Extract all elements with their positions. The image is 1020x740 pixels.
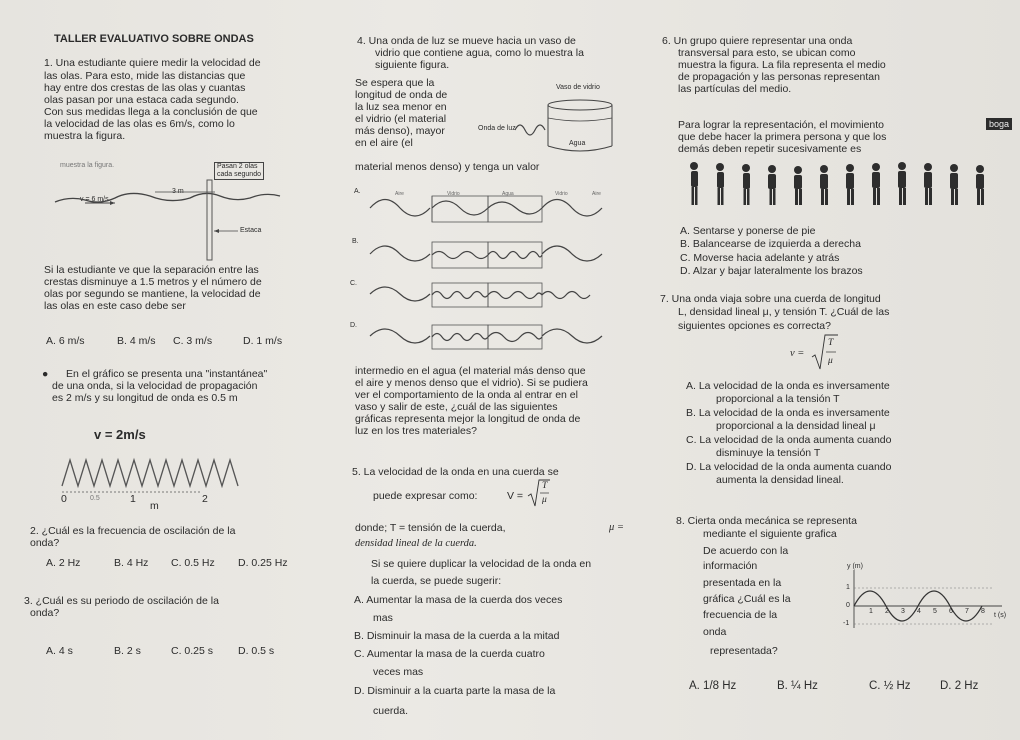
q5-line: donde; T = tensión de la cuerda, — [355, 522, 506, 534]
q4-after-line: el aire y menos denso que el vidrio). Si se pudiera — [355, 377, 588, 389]
q7-option-a-cont: proporcional a la tensión T — [716, 393, 840, 405]
q4-after-line: gráficas representa mejor la longitud de onda de — [355, 413, 581, 425]
q1-fig-distance: 3 m — [172, 188, 184, 195]
q5-mu: μ = — [609, 522, 624, 533]
q4-side-line: longitud de onda de — [355, 89, 448, 101]
q7-formula-v: v = — [790, 348, 805, 359]
q1-line: hay entre dos crestas de las olas y cuantas — [44, 82, 246, 94]
q6-line: de propagación y las personas representan — [678, 71, 880, 83]
q8-option-d[interactable]: D. 2 Hz — [940, 680, 979, 692]
q4-side-line: más denso), mayor — [355, 125, 445, 137]
q5-formula-den: μ — [542, 495, 547, 505]
q8-line: gráfica ¿Cuál es la — [703, 593, 791, 605]
q3-option-b[interactable]: B. 2 s — [114, 645, 141, 657]
q8-graph-tick: 2 — [885, 608, 889, 615]
q8-graph-tick: 1 — [869, 608, 873, 615]
q4-option-panels — [360, 186, 640, 356]
q4-fig-water-label: Agua — [569, 140, 586, 147]
graph-velocity-label: v = 2m/s — [94, 427, 146, 442]
q6-line: muestra la figura. La fila representa el medio — [678, 59, 886, 71]
q8-graph-y0: 0 — [846, 602, 850, 609]
q7-line: L, densidad lineal μ, y tensión T. ¿Cuál de las — [678, 306, 890, 318]
q8-line: representada? — [710, 645, 778, 657]
q4-fig-glass-label: Vaso de vidrio — [556, 84, 600, 91]
q1-fig-caption: muestra la figura. — [60, 162, 115, 169]
q4-option-a[interactable]: A. — [354, 188, 361, 195]
q7-sqrt-symbol — [812, 333, 838, 373]
q3-option-c[interactable]: C. 0.25 s — [171, 645, 214, 657]
q2-option-b[interactable]: B. 4 Hz — [114, 557, 149, 569]
q6-people-row-figure — [682, 160, 1002, 220]
q2-option-a[interactable]: A. 2 Hz — [46, 557, 81, 569]
q8-line: mediante el siguiente grafica — [703, 528, 837, 540]
q1-line: Con sus medidas llega a la conclusión de que — [44, 106, 258, 118]
q4-option-d[interactable]: D. — [350, 322, 357, 329]
q4-option-b[interactable]: B. — [352, 238, 359, 245]
bullet-icon: ● — [42, 368, 49, 380]
q3-line: onda? — [30, 607, 60, 619]
q2-option-d[interactable]: D. 0.25 Hz — [238, 557, 288, 569]
q1-followup-line: olas por segundo se mantiene, la velocidad de — [44, 288, 261, 300]
q4-side-line: en el aire (el — [355, 137, 413, 149]
wave-snapshot-graph — [62, 448, 252, 498]
q8-option-c[interactable]: C. ½ Hz — [869, 680, 911, 692]
q5-option-a[interactable]: A. Aumentar la masa de la cuerda dos veces — [354, 594, 563, 606]
q8-graph-tick: 5 — [933, 608, 937, 615]
q8-graph-tick: 8 — [981, 608, 985, 615]
q4-panel-label: Vidrio — [447, 191, 460, 197]
q4-after-line: luz en los tres materiales? — [355, 425, 477, 437]
q4-panel-label: Vidrio — [555, 191, 568, 197]
q5-line: Si se quiere duplicar la velocidad de la onda en — [371, 558, 592, 570]
q1-line: la velocidad de las olas es 6m/s, como lo — [44, 118, 235, 130]
q8-graph-ym1: -1 — [843, 620, 850, 627]
q1-line: olas pasan por una estaca cada segundo. — [44, 94, 239, 106]
q5-line: 5. La velocidad de la onda en una cuerda se — [352, 466, 559, 478]
q4-line: 4. Una onda de luz se mueve hacia un vaso de — [357, 35, 576, 47]
q6-option-b[interactable]: B. Balancearse de izquierda a derecha — [680, 238, 861, 250]
worksheet-title: TALLER EVALUATIVO SOBRE ONDAS — [54, 33, 254, 45]
q1-option-c[interactable]: C. 3 m/s — [173, 335, 213, 347]
q4-side-line: el vidrio (el material — [355, 113, 447, 125]
q8-line: información — [703, 560, 758, 572]
q2-line: onda? — [30, 537, 60, 549]
q2-line: 2. ¿Cuál es la frecuencia de oscilación de la — [30, 525, 236, 537]
q5-line: densidad lineal de la cuerda. — [355, 538, 477, 549]
q8-line: De acuerdo con la — [703, 545, 789, 557]
graph-axis-half: 0.5 — [90, 495, 100, 502]
q8-option-a[interactable]: A. 1/8 Hz — [689, 680, 737, 692]
q4-panel-label: Aire — [592, 191, 601, 197]
q5-option-d-cont: cuerda. — [373, 705, 409, 717]
q4-line: siguiente figura. — [375, 59, 450, 71]
q1-followup-line: crestas disminuye a 1.5 metros y el número de — [44, 276, 262, 288]
q1-fig-velocity: v = 6 m/s — [80, 196, 109, 203]
q1-line: 1. Una estudiante quiere medir la velocidad de — [44, 57, 261, 69]
q5-line: puede expresar como: — [373, 490, 478, 502]
graph-intro-line: de una onda, si la velocidad de propagación — [52, 380, 258, 392]
q4-side-line: Se espera que la — [355, 77, 435, 89]
q6-line: 6. Un grupo quiere representar una onda — [662, 35, 853, 47]
q1-option-b[interactable]: B. 4 m/s — [117, 335, 156, 347]
q7-line: siguientes opciones es correcta? — [678, 320, 831, 332]
q4-glass-figure — [510, 94, 650, 156]
q5-option-c[interactable]: C. Aumentar la masa de la cuerda cuatro — [354, 648, 545, 660]
q1-line: muestra la figura. — [44, 130, 126, 142]
q8-graph-tick: 7 — [965, 608, 969, 615]
q8-line: 8. Cierta onda mecánica se representa — [676, 515, 857, 527]
graph-intro-line: En el gráfico se presenta una "instantánea" — [66, 368, 268, 380]
q1-line: las olas. Para esto, mide las distancias que — [44, 70, 246, 82]
q1-fig-label-line: Pasan 2 olas — [217, 163, 258, 170]
q4-panel-label: Aire — [395, 191, 404, 197]
q3-option-a[interactable]: A. 4 s — [46, 645, 73, 657]
q6-line: las partículas del medio. — [678, 83, 792, 95]
q6-line: transversal para esto, se ubican como — [678, 47, 856, 59]
q4-after-line: intermedio en el agua (el material más denso que — [355, 365, 586, 377]
q4-side-line: material menos denso) y tenga un valor — [355, 161, 540, 173]
q4-after-line: vaso y salir de este, ¿cuál de las siguientes — [355, 401, 558, 413]
q6-line: Para lograr la representación, el movimiento — [678, 119, 885, 131]
q7-option-a[interactable]: A. La velocidad de la onda es inversamente — [686, 380, 890, 392]
q7-line: 7. Una onda viaja sobre una cuerda de longitud — [660, 293, 881, 305]
q8-graph-tick: 6 — [949, 608, 953, 615]
q3-line: 3. ¿Cuál es su periodo de oscilación de la — [24, 595, 219, 607]
q8-graph-y1: 1 — [846, 584, 850, 591]
q3-option-d[interactable]: D. 0.5 s — [238, 645, 275, 657]
q5-formula-num: T — [542, 481, 548, 491]
q8-option-b[interactable]: B. ¼ Hz — [777, 680, 818, 692]
q6-line: que debe hacer la primera persona y que los — [678, 131, 887, 143]
q5-option-b[interactable]: B. Disminuir la masa de la cuerda a la mitad — [354, 630, 560, 642]
q8-line: onda — [703, 626, 727, 638]
q5-option-a-cont: mas — [373, 612, 393, 624]
q7-formula-num: T — [828, 338, 834, 348]
q1-option-d[interactable]: D. 1 m/s — [243, 335, 283, 347]
q5-formula-v: V = — [507, 490, 524, 502]
q7-option-b-cont: proporcional a la densidad lineal μ — [716, 420, 876, 432]
graph-axis-2: 2 — [202, 493, 208, 505]
q4-after-line: ver el comportamiento de la onda al entrar en el — [355, 389, 578, 401]
q1-followup-line: las olas en este caso debe ser — [44, 300, 186, 312]
q1-fig-label-line: cada segundo — [217, 171, 261, 178]
graph-axis-0: 0 — [61, 493, 67, 505]
q7-option-c-cont: disminuye la tensión T — [716, 447, 821, 459]
graph-axis-unit: m — [150, 500, 159, 512]
q8-graph-ylabel: y (m) — [847, 563, 863, 570]
q8-line: frecuencia de la — [703, 609, 778, 621]
q1-followup-line: Si la estudiante ve que la separación entre las — [44, 264, 259, 276]
q8-line: presentada en la — [703, 577, 782, 589]
q1-wave-figure — [50, 176, 300, 261]
q6-option-d[interactable]: D. Alzar y bajar lateralmente los brazos — [680, 265, 863, 277]
q1-fig-stake-label: Estaca — [240, 227, 262, 234]
q5-option-d[interactable]: D. Disminuir a la cuarta parte la masa de la — [354, 685, 556, 697]
q5-line: la cuerda, se puede sugerir: — [371, 575, 502, 587]
q6-option-a[interactable]: A. Sentarse y ponerse de pie — [680, 225, 816, 237]
q8-graph-tick: 3 — [901, 608, 905, 615]
q4-line: vidrio que contiene agua, como lo muestra la — [375, 47, 584, 59]
q7-option-c[interactable]: C. La velocidad de la onda aumenta cuando — [686, 434, 892, 446]
q4-side-line: la luz sea menor en — [355, 101, 447, 113]
q2-option-c[interactable]: C. 0.5 Hz — [171, 557, 215, 569]
q4-option-c[interactable]: C. — [350, 280, 357, 287]
q8-graph-tick: 4 — [917, 608, 921, 615]
graph-axis-1: 1 — [130, 493, 136, 505]
q7-option-b[interactable]: B. La velocidad de la onda es inversamente — [686, 407, 890, 419]
q7-formula-den: μ — [828, 356, 833, 366]
q5-option-c-cont: veces mas — [373, 666, 424, 678]
q8-wave-graph — [852, 568, 1012, 630]
graph-intro-line: es 2 m/s y su longitud de onda es 0.5 m — [52, 392, 238, 404]
q6-option-c[interactable]: C. Moverse hacia adelante y atrás — [680, 252, 840, 264]
q4-fig-light-label: Onda de luz — [478, 125, 516, 132]
corner-fragment: boga — [986, 118, 1012, 130]
q8-graph-xlabel: t (s) — [994, 612, 1007, 619]
q6-line: demás deben repetir sucesivamente es — [678, 143, 862, 155]
q7-option-d[interactable]: D. La velocidad de la onda aumenta cuando — [686, 461, 892, 473]
q7-option-d-cont: aumenta la densidad lineal. — [716, 474, 844, 486]
q1-option-a[interactable]: A. 6 m/s — [46, 335, 85, 347]
q4-panel-label: Agua — [502, 191, 514, 197]
